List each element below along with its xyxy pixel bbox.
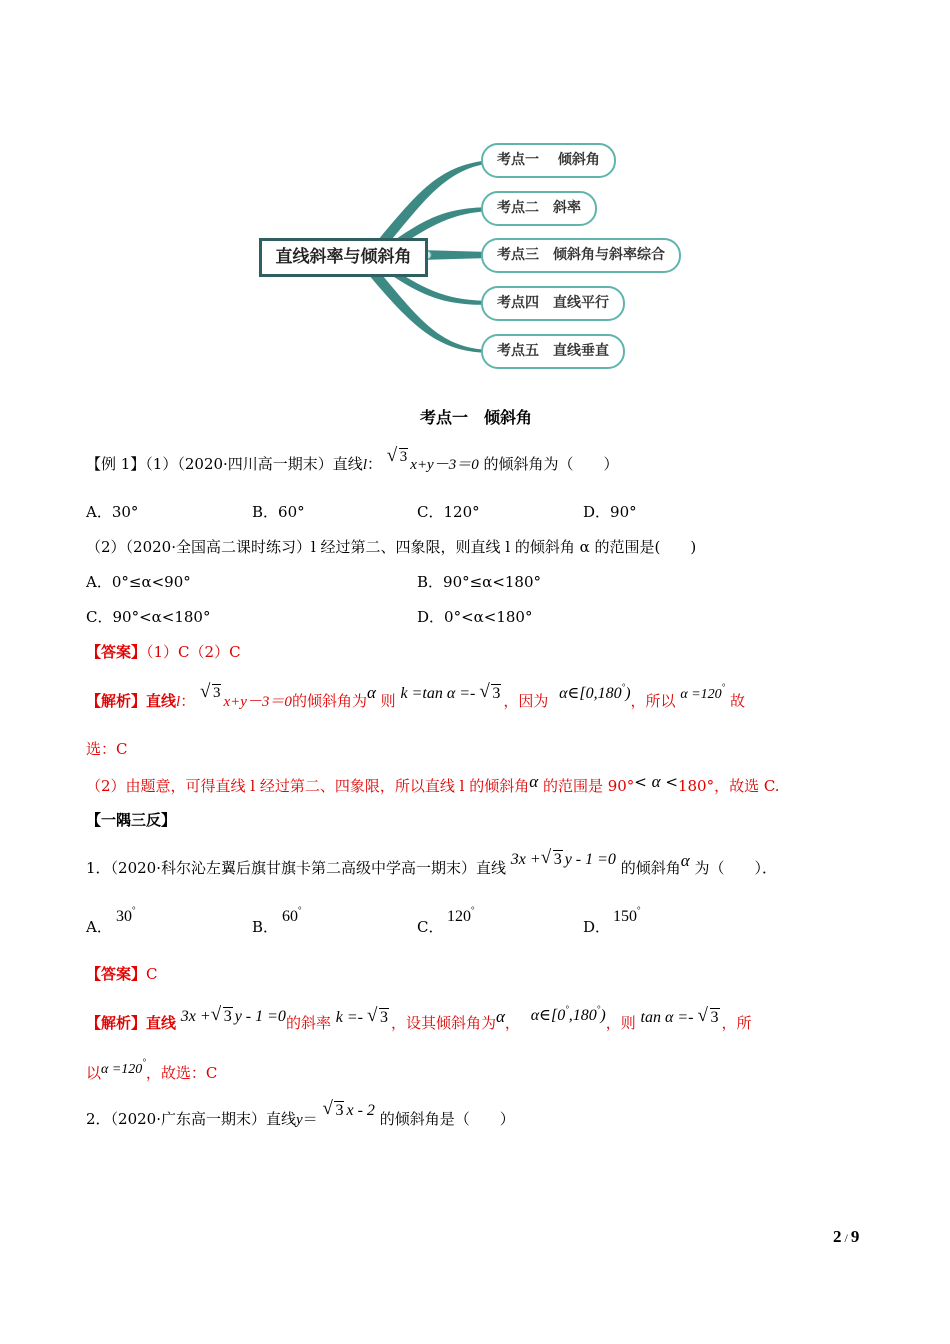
- section-title: 考点一 倾斜角: [420, 408, 533, 427]
- mindmap-root: 直线斜率与倾斜角: [259, 238, 428, 277]
- practice1-question: 1．（2020·科尔沁左翼后旗甘旗卡第二高级中学高一期末）直线 3x +√ 3 y - 1 =0 的倾斜角α 为（ ）．: [86, 858, 777, 878]
- answer1: 【答案】（1）C（2）C: [86, 643, 241, 661]
- option-d: D．90°: [583, 503, 637, 521]
- mindmap-connectors: [0, 0, 950, 400]
- mindmap-node-2: 考点二 斜率: [481, 191, 597, 226]
- option-a: A．30°: [86, 503, 139, 521]
- option-c: C．120°: [417, 503, 480, 521]
- option-b: B．60°: [252, 503, 305, 521]
- practice1-options: A． 30° B． 60° C． 120° D． 150°: [86, 905, 641, 936]
- analysis1-line2: 选：C: [86, 740, 128, 758]
- example1-question: 【例 1】（1）（2020·四川高一期末）直线l： √ 3 x+y－3＝0 的倾斜角为（ ）: [86, 455, 619, 474]
- analysis2-line2: 以α =120°，故选：C: [86, 1057, 218, 1082]
- analysis1-line3: （2）由题意，可得直线 l 经过第二、四象限，所以直线 l 的倾斜角α 的范围是 90°< α <180°，故选 C.: [86, 772, 780, 795]
- practice2-question: 2．（2020·广东高一期末）直线y＝ √ 3 x - 2 的倾斜角是（ ）: [86, 1110, 515, 1129]
- analysis1-line1: 【解析】直线l： √ 3x+y－3＝0的倾斜角为α 则 k =tan α =- √ 3 ，因为 α∈[0,180°)，所以 α =120° 故: [86, 690, 745, 712]
- mindmap-node-5: 考点五 直线垂直: [481, 334, 625, 369]
- mindmap-node-1: 考点一 倾斜角: [481, 143, 616, 178]
- mindmap-node-3: 考点三 倾斜角与斜率综合: [481, 238, 681, 273]
- mindmap-node-4: 考点四 直线平行: [481, 286, 625, 321]
- example1-q2: （2）（2020·全国高二课时练习）l 经过第二、四象限，则直线 l 的倾斜角 α 的范围是( ): [86, 538, 697, 556]
- analysis2-line1: 【解析】直线 3x +√ 3 y - 1 =0的斜率 k =- √ 3 ，设其倾斜角为α， α∈[0°,180°)，则 tan α =- √ 3 ，所: [86, 1012, 752, 1033]
- answer2: 【答案】C: [86, 965, 158, 983]
- practice-title: 【一隅三反】: [86, 811, 177, 829]
- page-number: 2 / 9: [833, 1227, 860, 1246]
